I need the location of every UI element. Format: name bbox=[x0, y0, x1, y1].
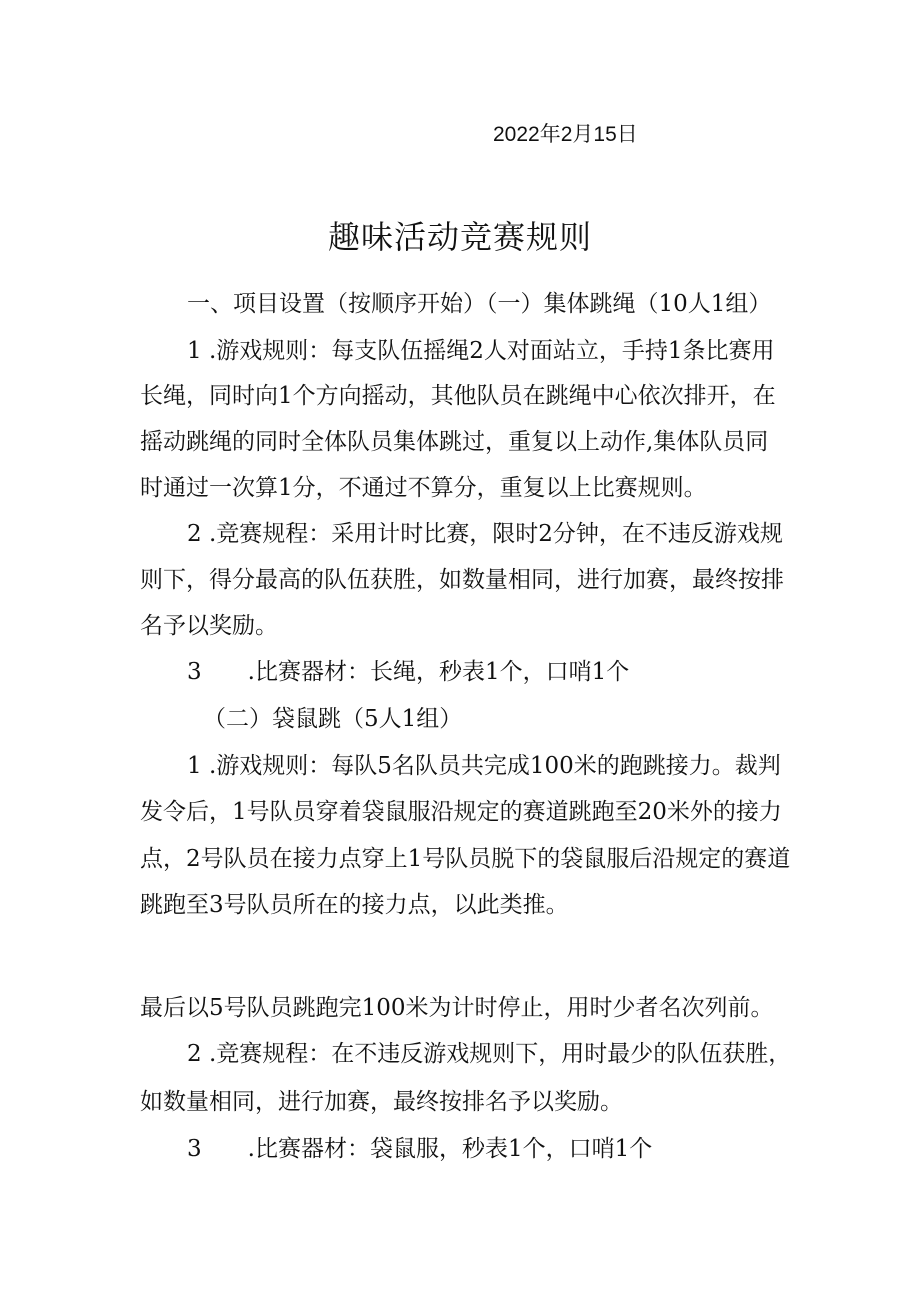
list-number: 3 bbox=[187, 1136, 202, 1162]
paragraph-line: 最后以5号队员跳跑完100米为计时停止，用时少者名次列前。 bbox=[140, 995, 774, 1021]
document-title: 趣味活动竞赛规则 bbox=[327, 218, 592, 256]
subsection-heading: （二）袋鼠跳（5人1组） bbox=[203, 706, 463, 732]
paragraph-line: 1 .游戏规则：每支队伍摇绳2人对面站立，手持1条比赛用 bbox=[187, 338, 775, 364]
paragraph-line: 长绳，同时向1个方向摇动，其他队员在跳绳中心依次排开，在 bbox=[140, 383, 776, 409]
section-heading-items: 一、项目设置（按顺序开始）（一）集体跳绳（10人1组） bbox=[187, 291, 772, 317]
paragraph-line: 2 .竞赛规程：采用计时比赛，限时2分钟，在不违反游戏规 bbox=[187, 521, 783, 547]
equipment-line bbox=[187, 1134, 652, 1164]
paragraph-line: 时通过一次算1分，不通过不算分，重复以上比赛规则。 bbox=[140, 475, 707, 501]
paragraph-line: 摇动跳绳的同时全体队员集体跳过，重复以上动作,集体队员同 bbox=[140, 429, 769, 455]
paragraph-line: 名予以奖励。 bbox=[140, 613, 278, 639]
paragraph-line: 2 .竞赛规程：在不违反游戏规则下，用时最少的队伍获胜， bbox=[187, 1041, 792, 1067]
paragraph-line: 发令后，1号队员穿着袋鼠服沿规定的赛道跳跑至20米外的接力 bbox=[140, 799, 782, 825]
list-number: 3 bbox=[187, 659, 202, 685]
paragraph-line: 1 .游戏规则：每队5名队员共完成100米的跑跳接力。裁判 bbox=[187, 753, 781, 779]
equipment-text: .比赛器材：长绳，秒表1个，口哨1个 bbox=[247, 659, 630, 685]
document-date: 2022年2月15日 bbox=[493, 123, 638, 146]
paragraph-line: 跳跑至3号队员所在的接力点，以此类推。 bbox=[140, 892, 569, 918]
equipment-line bbox=[187, 657, 629, 687]
paragraph-line: 如数量相同，进行加赛，最终按排名予以奖励。 bbox=[140, 1089, 623, 1115]
paragraph-line: 则下，得分最高的队伍获胜，如数量相同，进行加赛，最终按排 bbox=[140, 567, 784, 593]
paragraph-line: 点，2号队员在接力点穿上1号队员脱下的袋鼠服后沿规定的赛道 bbox=[140, 846, 791, 872]
equipment-text: .比赛器材：袋鼠服，秒表1个，口哨1个 bbox=[247, 1136, 653, 1162]
